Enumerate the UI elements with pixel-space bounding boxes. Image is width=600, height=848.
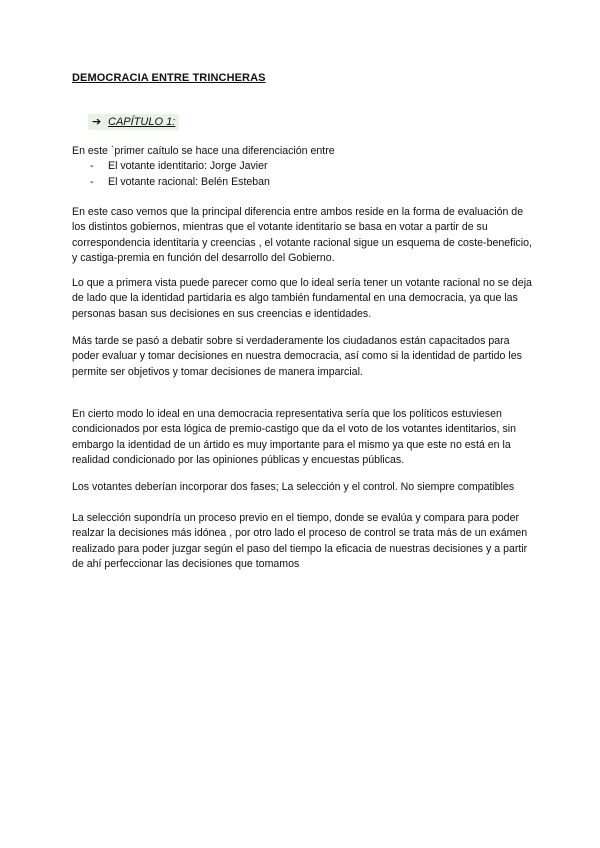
document-title: DEMOCRACIA ENTRE TRINCHERAS [72, 72, 266, 84]
chapter-label: CAPÍTULO 1: [108, 115, 176, 128]
intro-text: En este `primer caítulo se hace una diferenciación entre [72, 145, 335, 157]
chapter-heading [88, 114, 179, 130]
list-item: - El votante identitario: Jorge Javier [90, 160, 268, 173]
intro-section [72, 144, 532, 190]
paragraph-5: Los votantes deberían incorporar dos fases; La selección y el control. No siempre compatibles [72, 481, 515, 493]
voter-types-list [72, 159, 532, 190]
arrow-right-icon: ➔ [92, 116, 102, 128]
paragraph-3: Más tarde se pasó a debatir sobre si verdaderamente los ciudadanos están capacitados para poder evaluar y tomar decisiones en nuestra democracia, así como si la identidad de partido les permite ser objetivos y tomar decisiones de manera imparcial. [72, 335, 522, 378]
list-item: - El votante racional: Belén Esteban [90, 175, 270, 188]
paragraph-4: En cierto modo lo ideal en una democracia representativa sería que los políticos estuviesen condicionados por esta lógica de premio-castigo que da el voto de los votantes identitarios, sin embargo la identidad de un ártido es muy importante para el mismo ya que este no está en la realidad condicionado por las opiniones públicas y encuestas públicas. [72, 408, 517, 467]
paragraph-2: Lo que a primera vista puede parecer como que lo ideal sería tener un votante racional no se deja de lado que la identidad partidaria es algo también fundamental en una democracia, ya que las personas basan sus decisiones en sus creencias e identidades. [72, 277, 532, 320]
paragraph-6: La selección supondría un proceso previo en el tiempo, donde se evalúa y compara para poder realzar la decisiones más idónea , por otro lado el proceso de control se trata más de un exámen realizado para poder juzgar según el paso del tiempo la eficacia de nuestras decisiones y a partir de ahí perfeccionar las decisiones que tomamos [72, 512, 528, 571]
paragraph-1: En este caso vemos que la principal diferencia entre ambos reside en la forma de evaluación de los distintos gobiernos, mientras que el votante identitario se basa en votar a partir de su correspondencia identitaria y creencias , el votante racional sigue un esquema de coste-beneficio, y castiga-premia en función del desarrollo del Gobierno. [72, 206, 532, 265]
